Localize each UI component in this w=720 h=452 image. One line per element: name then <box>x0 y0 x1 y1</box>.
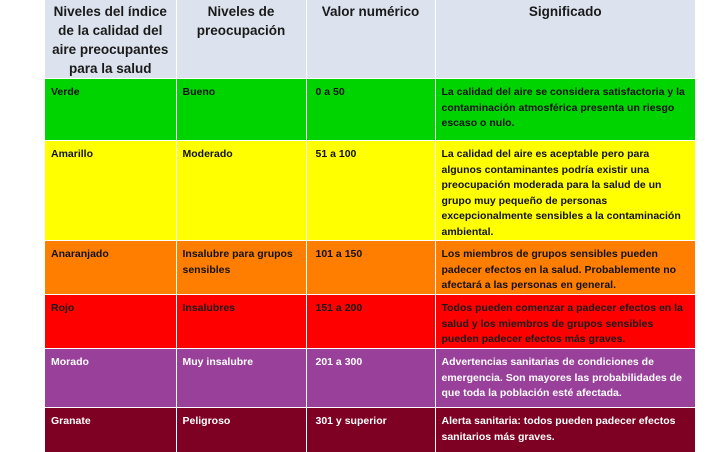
table-header-row <box>45 0 695 79</box>
header-concern-levels: Niveles de preocupación <box>176 0 306 79</box>
cell-meaning: Todos pueden comenzar a padecer efectos en la salud y los miembros de grupos sensibles pueden padecer efectos más graves. <box>435 295 695 349</box>
cell-level: Insalubres <box>176 295 306 349</box>
cell-range: 0 a 50 <box>306 79 435 141</box>
table-row <box>45 241 695 295</box>
cell-level: Muy insalubre <box>176 349 306 408</box>
cell-meaning: La calidad del aire se considera satisfactoria y la contaminación atmosférica presenta un riesgo escaso o nulo. <box>435 79 695 141</box>
cell-range: 101 a 150 <box>306 241 435 295</box>
cell-level: Peligroso <box>176 408 306 452</box>
header-meaning: Significado <box>435 0 695 79</box>
cell-color-name: Amarillo <box>45 141 176 241</box>
cell-level: Moderado <box>176 141 306 241</box>
table-row <box>45 141 695 241</box>
cell-range: 151 a 200 <box>306 295 435 349</box>
table-row <box>45 295 695 349</box>
header-index-levels: Niveles del índice de la calidad del aire preocupantes para la salud <box>45 0 176 79</box>
cell-range: 51 a 100 <box>306 141 435 241</box>
cell-range: 301 y superior <box>306 408 435 452</box>
cell-meaning: Alerta sanitaria: todos pueden padecer efectos sanitarios más graves. <box>435 408 695 452</box>
table-row <box>45 349 695 408</box>
cell-range: 201 a 300 <box>306 349 435 408</box>
cell-meaning: Advertencias sanitarias de condiciones de emergencia. Son mayores las probabilidades de que toda la población esté afectada. <box>435 349 695 408</box>
cell-color-name: Morado <box>45 349 176 408</box>
cell-level: Bueno <box>176 79 306 141</box>
cell-color-name: Verde <box>45 79 176 141</box>
table-row <box>45 79 695 141</box>
cell-meaning: La calidad del aire es aceptable pero para algunos contaminantes podría existir una preocupación moderada para la salud de un grupo muy pequeño de personas excepcionalmente sensibles a la contaminación ambiental. <box>435 141 695 241</box>
cell-color-name: Rojo <box>45 295 176 349</box>
aqi-table <box>45 0 695 452</box>
cell-color-name: Anaranjado <box>45 241 176 295</box>
table-row <box>45 408 695 452</box>
cell-meaning: Los miembros de grupos sensibles pueden padecer efectos en la salud. Probablemente no afectará a las personas en general. <box>435 241 695 295</box>
header-numeric-value: Valor numérico <box>306 0 435 79</box>
cell-level: Insalubre para grupos sensibles <box>176 241 306 295</box>
cell-color-name: Granate <box>45 408 176 452</box>
